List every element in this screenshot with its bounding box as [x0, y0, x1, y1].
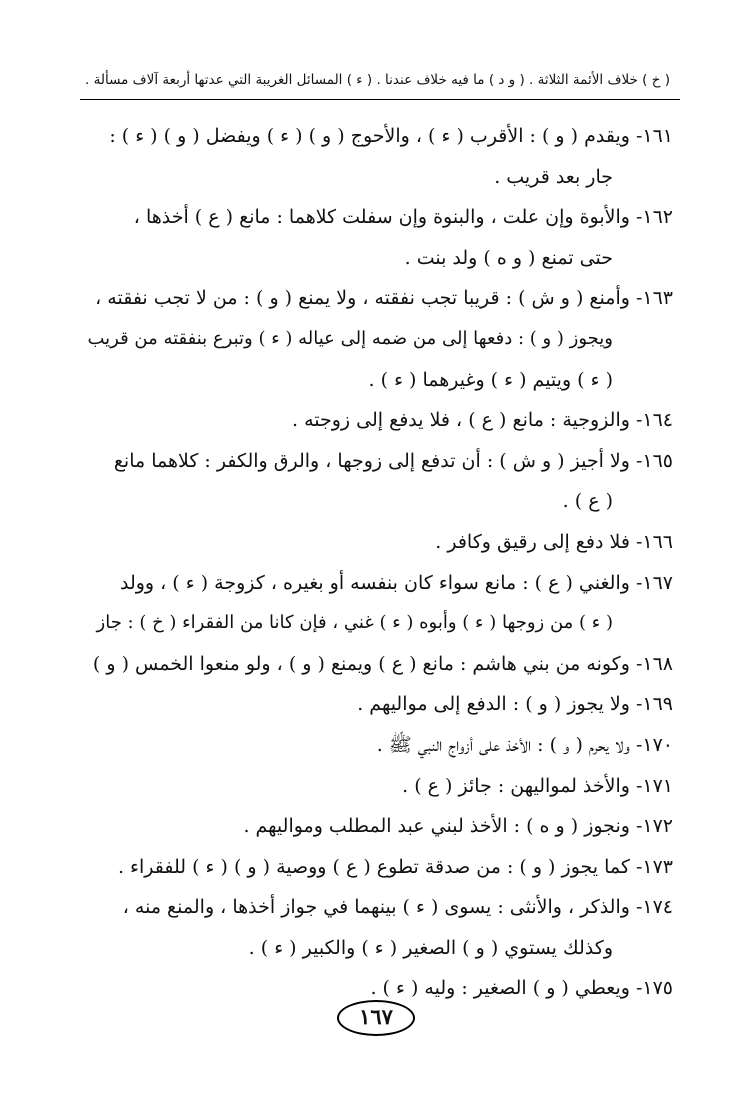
numbered-item-line: ١٧٠- ولا يحرم ( و ) : الأخذ على أزواج النبي ﷺ .: [376, 733, 673, 756]
text-body: [85, 116, 673, 1009]
numbered-item-line: ١٧٣- كما يجوز ( و ) : من صدقة تطوع ( ع ) ووصية ( و ) ( ء ) للفقراء .: [117, 855, 673, 878]
text-line-continuation: ( ء ) ويتيم ( ء ) وغيرهما ( ء ) .: [368, 368, 613, 391]
numbered-item-line: ١٧٢- ونجوز ( و ه ) : الأخذ لبني عبد المطلب ومواليهم .: [243, 815, 673, 838]
text-line-continuation: حتى تمنع ( و ه ) ولد بنت .: [404, 246, 613, 269]
numbered-item-line: ١٦٧- والغني ( ع ) : مانع سواء كان بنفسه أو بغيره ، كزوجة ( ء ) ، وولد: [119, 571, 673, 594]
numbered-item-line: ١٦٩- ولا يجوز ( و ) : الدفع إلى مواليهم .: [357, 693, 673, 716]
numbered-item-line: ١٦٦- فلا دفع إلى رقيق وكافر .: [435, 530, 673, 553]
text-line-continuation: ويجوز ( و ) : دفعها إلى من ضمه إلى عياله ( ء ) وتبرع بنفقته من قريب: [87, 327, 613, 349]
numbered-item-line: ١٦٣- وأمنع ( و ش ) : قريبا تجب نفقته ، ولا يمنع ( و ) : من لا تجب نفقته ،: [95, 287, 673, 310]
page-number: ١٦٧: [337, 1000, 415, 1036]
numbered-item-line: ١٦٤- والزوجية : مانع ( ع ) ، فلا يدفع إلى زوجته .: [292, 409, 673, 432]
text-line-continuation: جار بعد قريب .: [494, 165, 613, 188]
numbered-item-line: ١٧٥- ويعطي ( و ) الصغير : وليه ( ء ) .: [370, 977, 673, 1000]
text-line-continuation: وكذلك يستوي ( و ) الصغير ( ء ) والكبير ( ء ) .: [248, 936, 613, 959]
numbered-item-line: ١٦١- ويقدم ( و ) : الأقرب ( ء ) ، والأحوج ( و ) ( ء ) ويفضل ( و ) ( ء ) :: [109, 125, 673, 147]
running-header: ( خ ) خلاف الأئمة الثلاثة . ( و د ) ما فيه خلاف عندنا . ( ء ) المسائل الغريبة التي عدتها أربعة آلاف مسألة .: [85, 72, 670, 88]
numbered-item-line: ١٧١- والأخذ لمواليهن : جائز ( ع ) .: [402, 774, 673, 797]
numbered-item-line: ١٦٥- ولا أجيز ( و ش ) : أن تدفع إلى زوجها ، والرق والكفر : كلاهما مانع: [113, 449, 673, 472]
text-line-continuation: ( ع ) .: [562, 490, 613, 513]
text-line-continuation: ( ء ) من زوجها ( ء ) وأبوه ( ء ) غني ، فإن كانا من الفقراء ( خ ) : جاز: [96, 612, 613, 634]
numbered-item-line: ١٦٢- والأبوة وإن علت ، والبنوة وإن سفلت كلاهما : مانع ( ع ) أخذها ،: [133, 206, 673, 229]
numbered-item-line: ١٦٨- وكونه من بني هاشم : مانع ( ع ) ويمنع ( و ) ، ولو منعوا الخمس ( و ): [92, 652, 673, 675]
numbered-item-line: ١٧٤- والذكر ، والأنثى : يسوى ( ء ) بينهما في جواز أخذها ، والمنع منه ،: [122, 896, 673, 919]
header-rule: [80, 99, 680, 100]
